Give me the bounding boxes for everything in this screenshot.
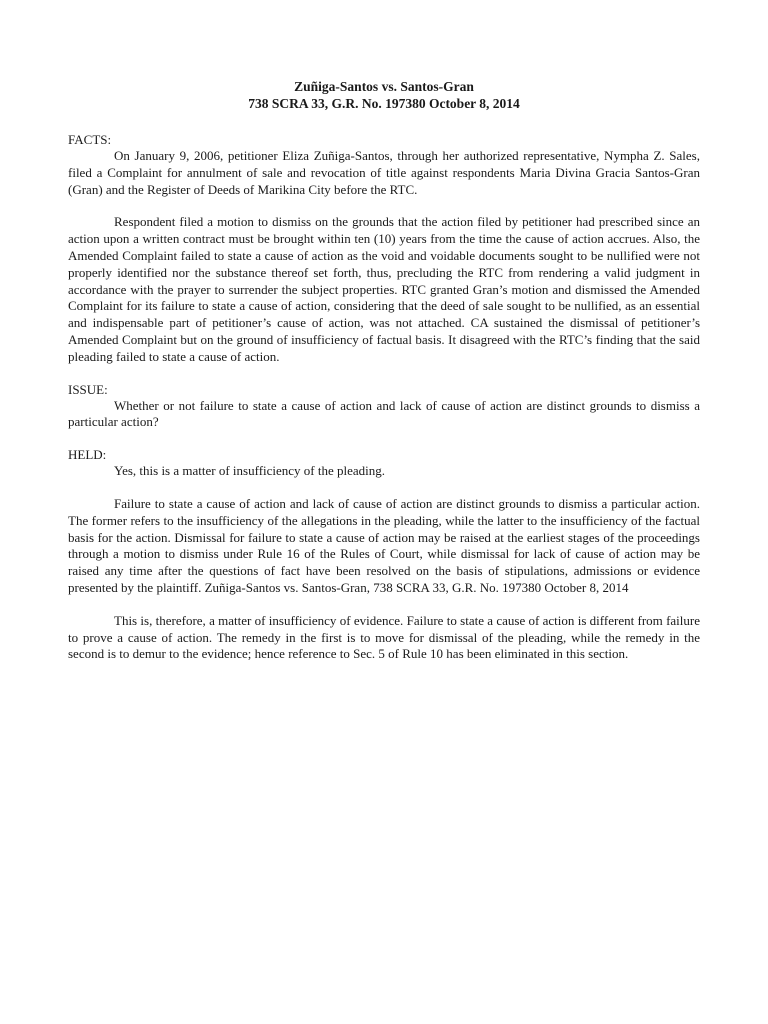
facts-section <box>68 132 700 366</box>
held-paragraph-1: Yes, this is a matter of insufficiency of the pleading. <box>114 463 386 479</box>
facts-paragraph-2: Respondent filed a motion to dismiss on the grounds that the action filed by petitioner had prescribed since an action upon a written contract must be brought within ten (10) years from the time the cause of action accrues. Also, the Amended Complaint failed to state a cause of action as the void and voidable documents sought to be nullified were not properly identified nor the substance thereof set forth, thus, precluding the RTC from rendering a valid judgment in accordance with the prayer to surrender the subject properties. RTC granted Gran’s motion and dismissed the Amended Complaint for its failure to state a cause of action, considering that the deed of sale sought to be nullified, as an essential and indispensable part of petitioner’s cause of action, was not attached. CA sustained the dismissal of petitioner’s Amended Complaint but on the ground of insufficiency of factual basis. It disagreed with the RTC’s finding that the said pleading failed to state a cause of action. <box>68 214 700 364</box>
paragraph-gap <box>68 480 700 496</box>
facts-heading: FACTS: <box>68 132 112 147</box>
section-gap <box>68 431 700 447</box>
issue-heading: ISSUE: <box>68 381 108 397</box>
issue-section <box>68 382 700 432</box>
facts-paragraph-1: On January 9, 2006, petitioner Eliza Zuñiga-Santos, through her authorized representative, Nympha Z. Sales, filed a Complaint for annulment of sale and revocation of title against respondents Maria Divina Gracia Santos-Gran (Gran) and the Register of Deeds of Marikina City before the RTC. <box>68 148 700 197</box>
document-header <box>68 78 700 112</box>
document-page <box>68 78 700 663</box>
paragraph-gap <box>68 597 700 613</box>
paragraph-gap <box>68 198 700 214</box>
held-paragraph-3: This is, therefore, a matter of insufficiency of evidence. Failure to state a cause of action is different from failure to prove a cause of action. The remedy in the first is to move for dismissal of the pleading, while the remedy in the second is to demur to the evidence; hence reference to Sec. 5 of Rule 10 has been eliminated in this section. <box>68 612 700 662</box>
held-paragraph-2: Failure to state a cause of action and lack of cause of action are distinct grounds to dismiss a particular action. The former refers to the insufficiency of the allegations in the pleading, while the latter to the insufficiency of the factual basis for the action. Dismissal for failure to state a cause of action may be raised at the earliest stages of the proceedings through a motion to dismiss under Rule 16 of the Rules of Court, while dismissal for lack of cause of action may be raised any time after the questions of fact have been resolved on the basis of stipulations, admissions or evidence presented by the plaintiff. Zuñiga-Santos vs. Santos-Gran, 738 SCRA 33, G.R. No. 197380 October 8, 2014 <box>68 495 700 595</box>
case-title: Zuñiga-Santos vs. Santos-Gran <box>294 79 474 94</box>
case-citation: 738 SCRA 33, G.R. No. 197380 October 8, 2014 <box>248 96 520 111</box>
held-section <box>68 447 700 663</box>
section-gap <box>68 366 700 382</box>
held-heading: HELD: <box>68 447 107 463</box>
issue-paragraph-1: Whether or not failure to state a cause of action and lack of cause of action are distinct grounds to dismiss a particular action? <box>68 397 700 430</box>
